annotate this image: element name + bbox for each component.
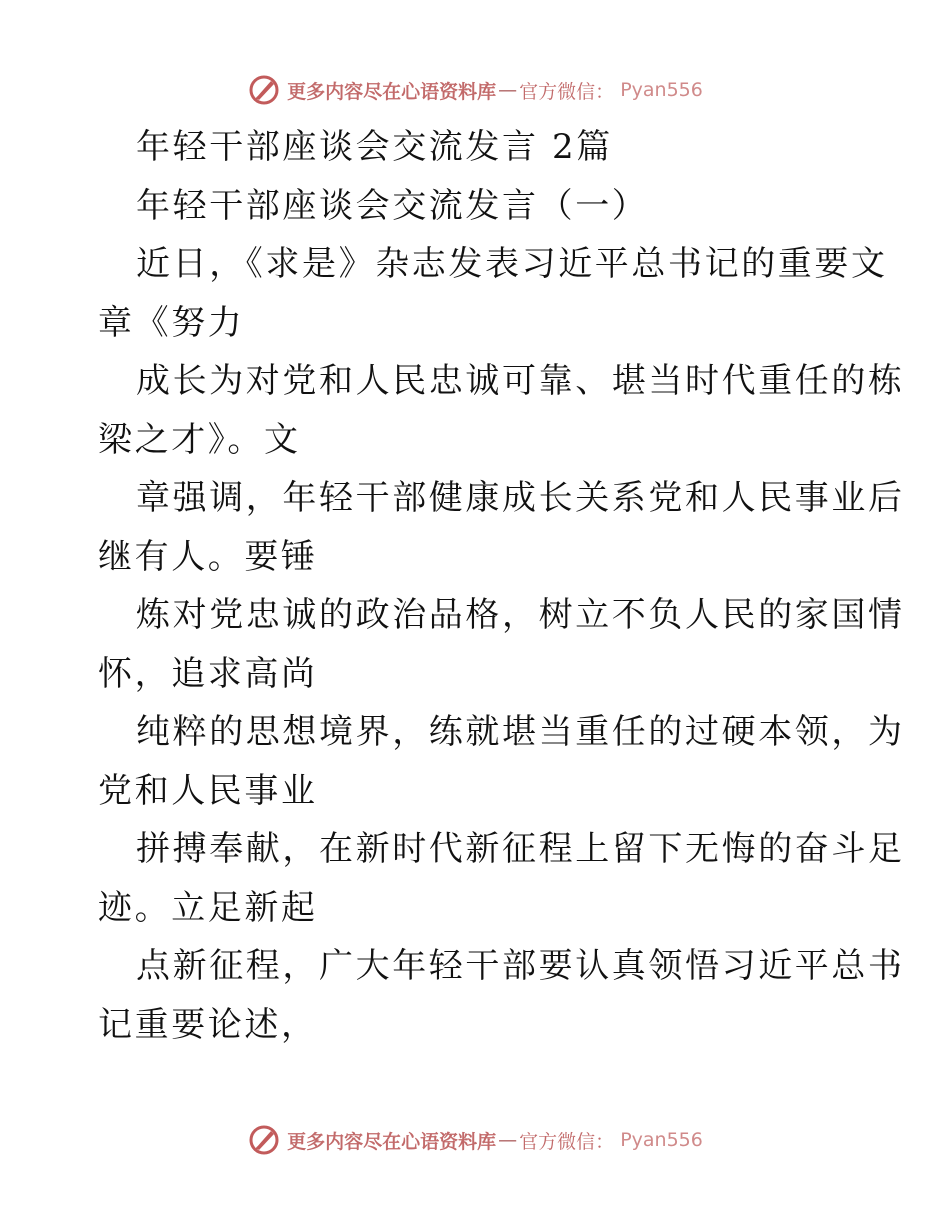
paragraph-line: 党和人民事业 [98, 770, 318, 811]
paragraph-line: 章《努力 [98, 302, 245, 343]
watermark-colon: ： [595, 80, 615, 103]
document-title: 年轻干部座谈会交流发言 2篇 [136, 127, 613, 167]
paragraph-line: 炼对党忠诚的政治品格，树立不负人民的家国情 [136, 595, 905, 635]
watermark-colon: ： [595, 1130, 615, 1153]
watermark-separator: — [498, 1129, 518, 1151]
watermark-separator: — [498, 79, 518, 101]
paragraph-line: 继有人。要锤 [98, 536, 318, 577]
watermark-wechat-id: Pyan556 [620, 1129, 703, 1151]
paragraph-line: 成长为对党和人民忠诚可靠、堪当时代重任的栋 [136, 361, 905, 401]
paragraph-line: 迹。立足新起 [98, 887, 318, 928]
watermark-wechat-label: 官方微信 [519, 80, 596, 103]
document-body [98, 118, 905, 1054]
watermark-wechat-id: Pyan556 [620, 79, 703, 101]
section-heading: 年轻干部座谈会交流发言（一） [136, 185, 649, 226]
header-watermark [0, 70, 950, 110]
footer-watermark [0, 1120, 950, 1160]
paragraph-line: 点新征程，广大年轻干部要认真领悟习近平总书 [136, 946, 905, 986]
paragraph-line: 梁之才》。文 [98, 419, 301, 460]
watermark-brand: 更多内容尽在心语资料库 [287, 1130, 497, 1153]
watermark-wechat-label: 官方微信 [519, 1130, 596, 1153]
paragraph-line: 怀，追求高尚 [98, 653, 318, 694]
paragraph-line: 记重要论述， [98, 1004, 318, 1045]
paragraph-line: 近日，《求是》杂志发表习近平总书记的重要文 [136, 244, 888, 284]
watermark-brand: 更多内容尽在心语资料库 [287, 80, 497, 103]
paragraph-line: 拼搏奉献，在新时代新征程上留下无悔的奋斗足 [136, 829, 905, 869]
paragraph-line: 纯粹的思想境界，练就堪当重任的过硬本领，为 [136, 712, 905, 752]
quill-pen-circle-icon [247, 1123, 281, 1157]
quill-pen-circle-icon [247, 73, 281, 107]
paragraph-line: 章强调，年轻干部健康成长关系党和人民事业后 [136, 478, 905, 518]
